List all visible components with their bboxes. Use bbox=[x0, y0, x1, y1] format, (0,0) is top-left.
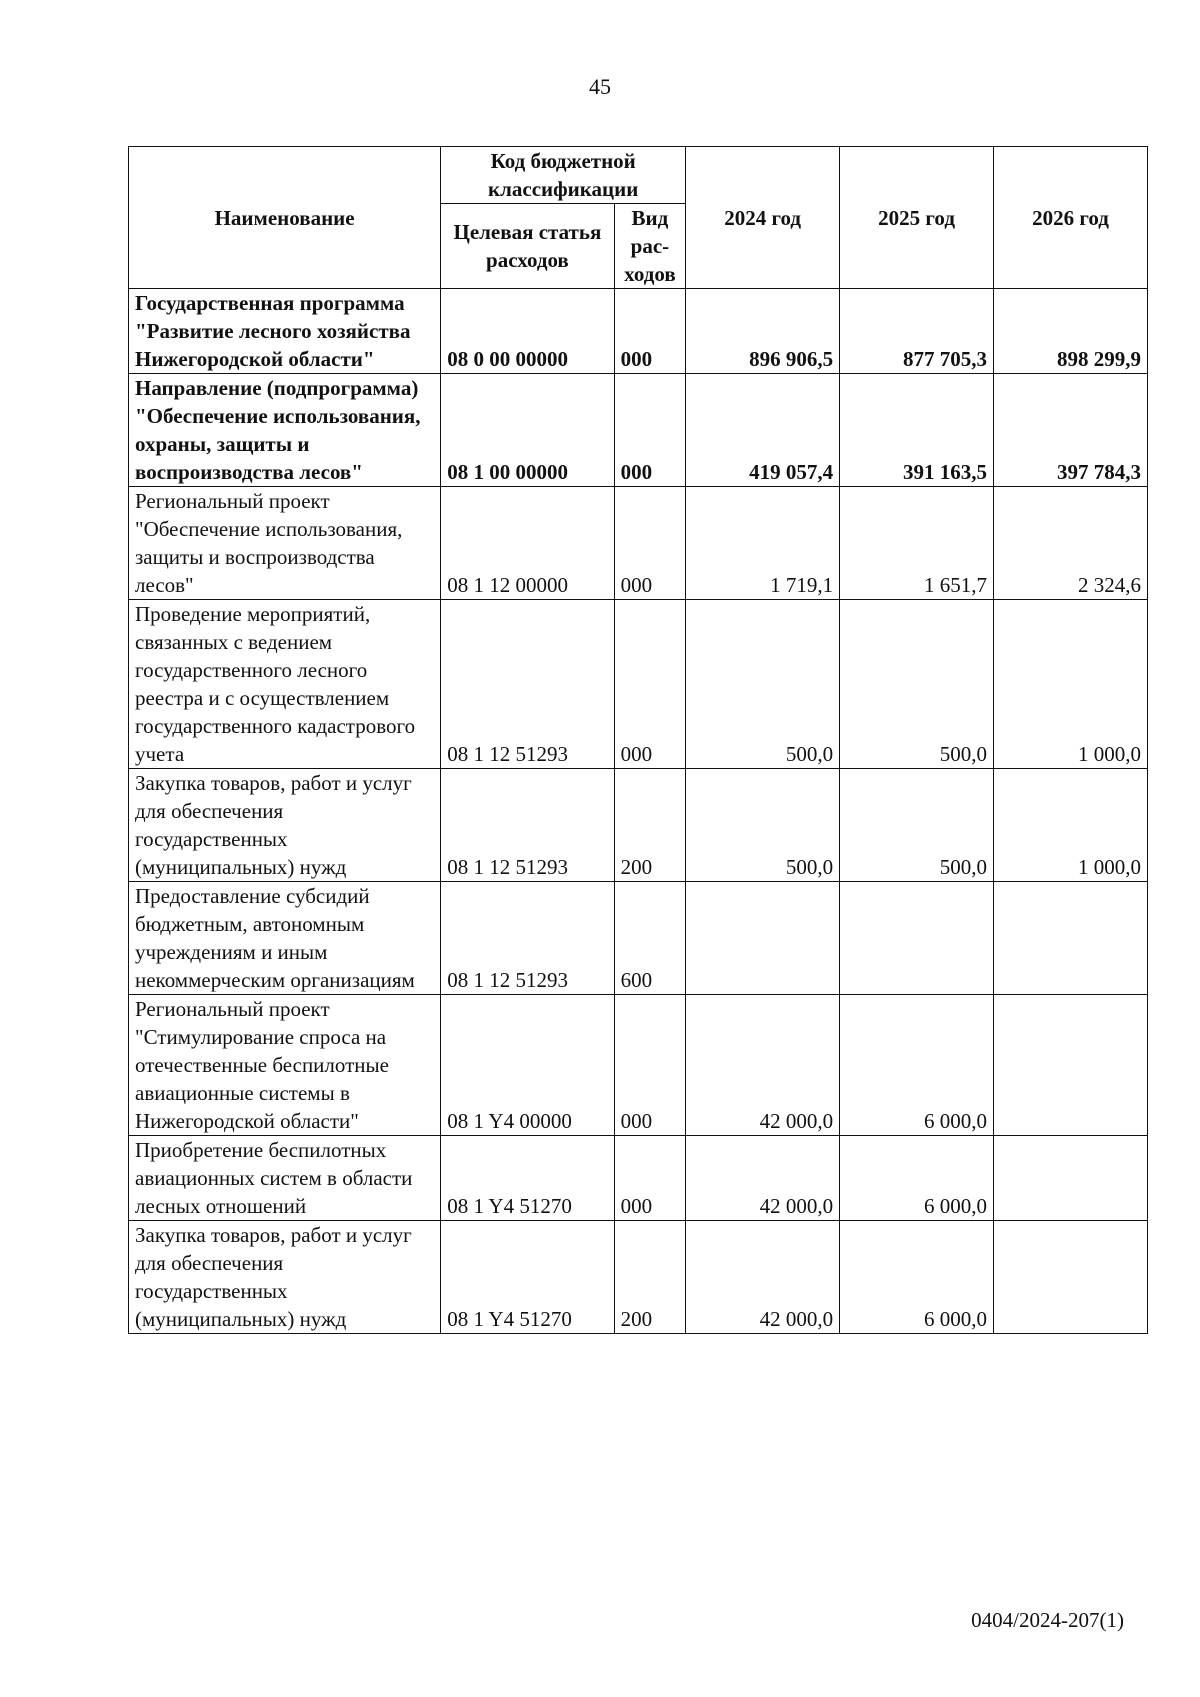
row-2024: 1 719,1 bbox=[686, 487, 840, 600]
row-2025: 500,0 bbox=[840, 769, 994, 882]
header-2026: 2026 год bbox=[994, 147, 1148, 289]
row-name: Государственная программа "Развитие лесного хозяйства Нижегородской области" bbox=[129, 289, 441, 374]
table-row bbox=[129, 995, 1148, 1136]
header-expense-type: Вид рас- ходов bbox=[614, 204, 686, 289]
header-name: Наименование bbox=[129, 147, 441, 289]
row-name: Региональный проект "Стимулирование спроса на отечественные беспилотные авиационные системы в Нижегородской области" bbox=[129, 995, 441, 1136]
page-number: 45 bbox=[589, 74, 611, 99]
row-2024: 500,0 bbox=[686, 600, 840, 769]
table-row bbox=[129, 882, 1148, 995]
row-2026: 898 299,9 bbox=[994, 289, 1148, 374]
row-2026: 1 000,0 bbox=[994, 769, 1148, 882]
row-type: 200 bbox=[614, 1221, 686, 1334]
row-code: 08 1 Y4 51270 bbox=[441, 1221, 614, 1334]
row-2024: 896 906,5 bbox=[686, 289, 840, 374]
document-code: 0404/2024-207(1) bbox=[971, 1608, 1124, 1632]
header-code-group: Код бюджетной классификации bbox=[441, 147, 686, 204]
row-2026: 397 784,3 bbox=[994, 374, 1148, 487]
row-type: 000 bbox=[614, 600, 686, 769]
row-type: 000 bbox=[614, 289, 686, 374]
row-2026: 2 324,6 bbox=[994, 487, 1148, 600]
row-2025: 500,0 bbox=[840, 600, 994, 769]
row-type: 600 bbox=[614, 882, 686, 995]
row-2025 bbox=[840, 882, 994, 995]
row-2025: 6 000,0 bbox=[840, 1136, 994, 1221]
row-2026 bbox=[994, 882, 1148, 995]
row-2025: 391 163,5 bbox=[840, 374, 994, 487]
row-name: Закупка товаров, работ и услуг для обеспечения государственных (муниципальных) нужд bbox=[129, 1221, 441, 1334]
budget-table bbox=[128, 146, 1148, 1334]
table-row bbox=[129, 374, 1148, 487]
row-2025: 1 651,7 bbox=[840, 487, 994, 600]
row-2024 bbox=[686, 882, 840, 995]
row-code: 08 1 12 51293 bbox=[441, 769, 614, 882]
row-name: Проведение мероприятий, связанных с ведением государственного лесного реестра и с осуществлением государственного кадастрового учета bbox=[129, 600, 441, 769]
row-type: 000 bbox=[614, 1136, 686, 1221]
table-row bbox=[129, 769, 1148, 882]
row-type: 000 bbox=[614, 374, 686, 487]
row-2026 bbox=[994, 1136, 1148, 1221]
row-code: 08 1 12 00000 bbox=[441, 487, 614, 600]
row-code: 08 0 00 00000 bbox=[441, 289, 614, 374]
row-2026 bbox=[994, 995, 1148, 1136]
row-name: Региональный проект "Обеспечение использования, защиты и воспроизводства лесов" bbox=[129, 487, 441, 600]
row-2024: 500,0 bbox=[686, 769, 840, 882]
row-2025: 6 000,0 bbox=[840, 1221, 994, 1334]
row-code: 08 1 12 51293 bbox=[441, 882, 614, 995]
header-2024: 2024 год bbox=[686, 147, 840, 289]
row-2024: 42 000,0 bbox=[686, 1136, 840, 1221]
row-2024: 42 000,0 bbox=[686, 1221, 840, 1334]
header-target-article: Целевая статья расходов bbox=[441, 204, 614, 289]
row-2025: 877 705,3 bbox=[840, 289, 994, 374]
row-2026 bbox=[994, 1221, 1148, 1334]
row-2024: 42 000,0 bbox=[686, 995, 840, 1136]
row-name: Предоставление субсидий бюджетным, автономным учреждениям и иным некоммерческим организациям bbox=[129, 882, 441, 995]
table-row bbox=[129, 1221, 1148, 1334]
table-row bbox=[129, 487, 1148, 600]
row-code: 08 1 Y4 51270 bbox=[441, 1136, 614, 1221]
table-row bbox=[129, 600, 1148, 769]
row-name: Приобретение беспилотных авиационных систем в области лесных отношений bbox=[129, 1136, 441, 1221]
row-code: 08 1 12 51293 bbox=[441, 600, 614, 769]
row-name: Закупка товаров, работ и услуг для обеспечения государственных (муниципальных) нужд bbox=[129, 769, 441, 882]
row-2026: 1 000,0 bbox=[994, 600, 1148, 769]
table-row bbox=[129, 1136, 1148, 1221]
row-2024: 419 057,4 bbox=[686, 374, 840, 487]
row-2025: 6 000,0 bbox=[840, 995, 994, 1136]
row-type: 000 bbox=[614, 487, 686, 600]
table-row bbox=[129, 289, 1148, 374]
row-code: 08 1 00 00000 bbox=[441, 374, 614, 487]
row-type: 200 bbox=[614, 769, 686, 882]
row-code: 08 1 Y4 00000 bbox=[441, 995, 614, 1136]
row-name: Направление (подпрограмма) "Обеспечение использования, охраны, защиты и воспроизводства лесов" bbox=[129, 374, 441, 487]
row-type: 000 bbox=[614, 995, 686, 1136]
header-2025: 2025 год bbox=[840, 147, 994, 289]
